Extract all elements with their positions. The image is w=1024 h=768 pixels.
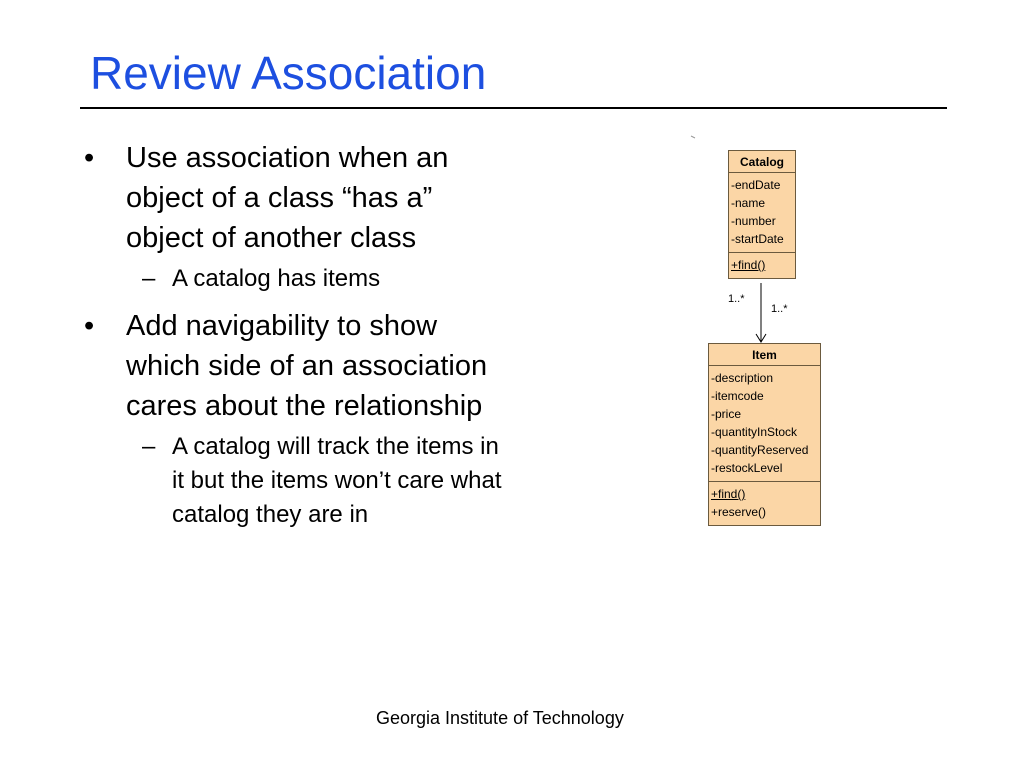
sub-bullet-marker: –	[142, 433, 156, 460]
bullet-text: Add navigability to show which side of an association cares about the relationship	[126, 310, 488, 422]
uml-attribute: -name	[731, 196, 766, 210]
sub-bullet-text: A catalog has items	[172, 265, 381, 292]
uml-class-item	[708, 343, 821, 526]
bullet-item	[84, 138, 504, 258]
uml-attribute: -price	[711, 407, 742, 421]
uml-attribute: -description	[711, 371, 774, 385]
uml-attribute: -endDate	[731, 178, 781, 192]
title-divider	[80, 107, 947, 109]
slide-title: Review Association	[90, 47, 487, 99]
uml-class-diagram	[690, 135, 830, 535]
target-multiplicity-label: 1..*	[771, 303, 788, 315]
bullet-item	[84, 306, 504, 426]
uml-operation: +find()	[711, 487, 746, 501]
bullet-list	[84, 138, 504, 538]
uml-attribute: -itemcode	[711, 389, 764, 403]
source-multiplicity-label: 1..*	[728, 293, 745, 305]
uml-operation: +find()	[731, 258, 766, 272]
uml-attribute: -restockLevel	[711, 461, 783, 475]
uml-attribute: -startDate	[731, 232, 784, 246]
uml-class-name: Catalog	[729, 151, 795, 173]
uml-attribute: -quantityInStock	[711, 425, 798, 439]
sub-bullet-marker: –	[142, 265, 156, 292]
sub-bullet-text: A catalog will track the items in it but the items won’t care what catalog they are in	[172, 433, 502, 528]
uml-attributes	[709, 366, 820, 482]
sub-bullet-item	[128, 430, 504, 532]
uml-attribute: -quantityReserved	[711, 443, 809, 457]
sub-bullet-item	[128, 262, 504, 296]
slide-footer: Georgia Institute of Technology	[376, 708, 624, 728]
uml-class-name: Item	[709, 344, 820, 366]
bullet-marker: •	[84, 310, 95, 342]
bullet-text: Use association when an object of a class “has a” object of another class	[126, 142, 449, 254]
uml-attribute: -number	[731, 214, 776, 228]
bullet-marker: •	[84, 142, 95, 174]
uml-operations	[709, 482, 820, 525]
uml-operation: +reserve()	[711, 505, 767, 519]
